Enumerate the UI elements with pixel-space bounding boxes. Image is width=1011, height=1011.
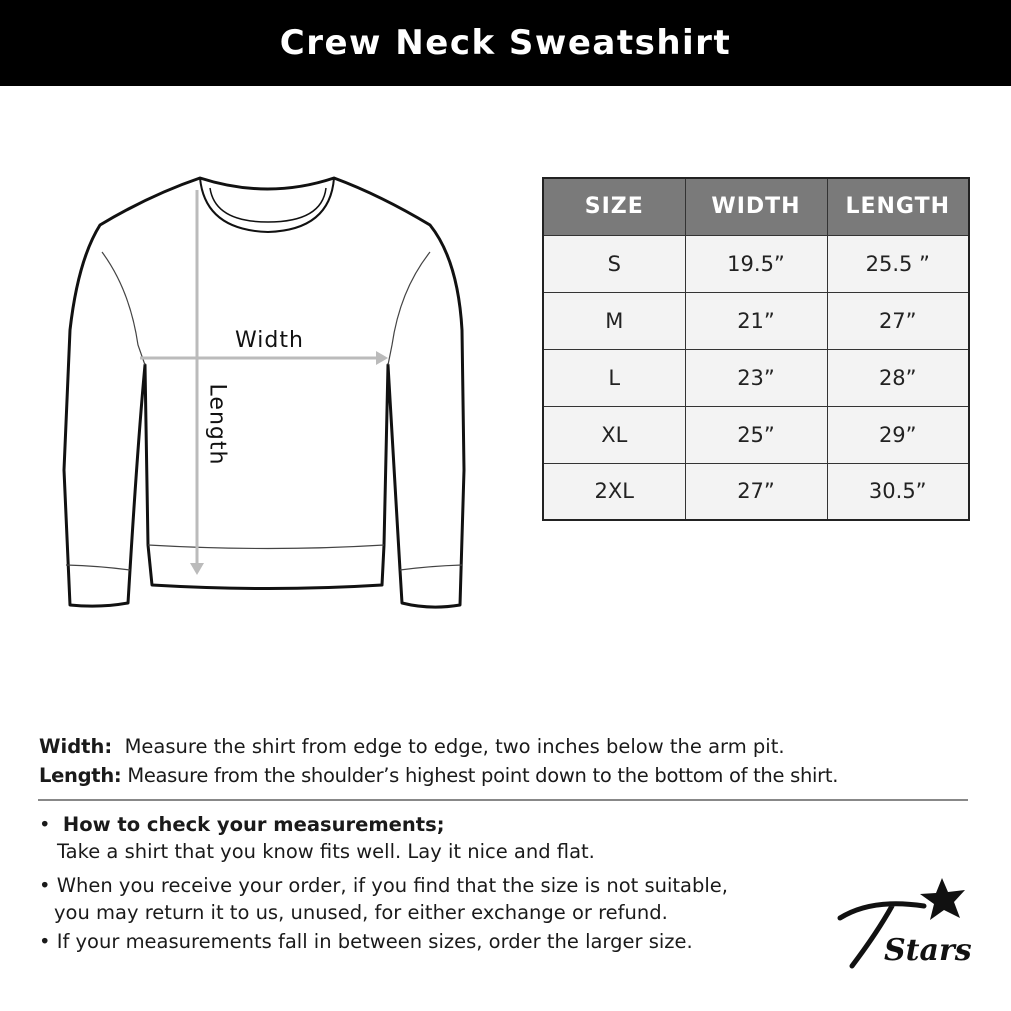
width-label: Width — [235, 328, 304, 353]
table-row — [543, 349, 969, 406]
definition-text: Measure from the shoulder’s highest point down to the bottom of the shirt. — [127, 764, 839, 787]
divider — [38, 799, 968, 801]
tip-bullet: • If your measurements fall in between sizes, order the larger size. — [39, 930, 693, 953]
length-definition — [39, 764, 838, 787]
width-cell: 23” — [685, 349, 827, 406]
sweatshirt-diagram — [40, 165, 480, 615]
size-cell: M — [543, 292, 685, 349]
width-cell: 19.5” — [685, 235, 827, 292]
size-table — [542, 177, 970, 521]
table-row — [543, 292, 969, 349]
length-cell: 25.5 ” — [827, 235, 969, 292]
column-header: WIDTH — [685, 178, 827, 235]
size-cell: L — [543, 349, 685, 406]
length-cell: 27” — [827, 292, 969, 349]
header-bar — [0, 0, 1011, 86]
definition-text: Measure the shirt from edge to edge, two inches below the arm pit. — [124, 735, 785, 758]
tip-bullet: • When you receive your order, if you find that the size is not suitable, — [39, 874, 728, 897]
length-cell: 28” — [827, 349, 969, 406]
width-cell: 27” — [685, 463, 827, 520]
table-row — [543, 235, 969, 292]
size-cell: 2XL — [543, 463, 685, 520]
size-cell: S — [543, 235, 685, 292]
width-cell: 25” — [685, 406, 827, 463]
table-row — [543, 463, 969, 520]
tip-text: If your measurements fall in between sizes, order the larger size. — [56, 930, 693, 953]
tip-heading-text: How to check your measurements; — [62, 813, 445, 836]
table-row — [543, 406, 969, 463]
column-header: SIZE — [543, 178, 685, 235]
column-header: LENGTH — [827, 178, 969, 235]
tip-heading: • How to check your measurements; — [39, 813, 445, 836]
table-header-row — [543, 178, 969, 235]
tip-text: you may return it to us, unused, for either exchange or refund. — [54, 901, 668, 924]
length-cell: 29” — [827, 406, 969, 463]
size-cell: XL — [543, 406, 685, 463]
tip-text: Take a shirt that you know fits well. Lay it nice and flat. — [57, 840, 595, 863]
tip-text: When you receive your order, if you find that the size is not suitable, — [56, 874, 728, 897]
page-title: Crew Neck Sweatshirt — [279, 23, 732, 63]
definition-term: Width: — [39, 735, 113, 758]
definition-term: Length: — [39, 764, 122, 787]
length-label: Length — [204, 383, 230, 466]
svg-text:Stars: Stars — [884, 933, 972, 968]
width-definition — [39, 735, 785, 758]
length-cell: 30.5” — [827, 463, 969, 520]
tstars-logo — [832, 878, 972, 973]
width-cell: 21” — [685, 292, 827, 349]
